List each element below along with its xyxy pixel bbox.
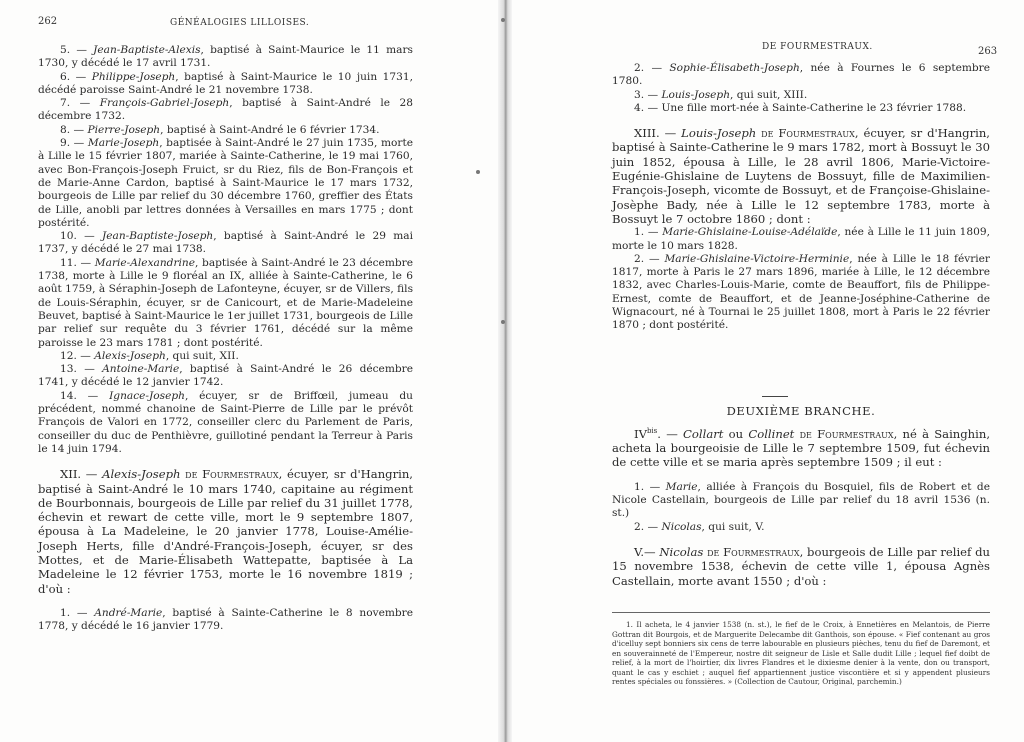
generation-xiii: XIII. — Louis-Joseph de Fourmestraux, écuyer, sr d'Hangrin, baptisé à Sainte-Catherine le 9 mars 1782, mort à Bossuyt le 30 juin 1852, épousa à Lille, le 28 avril 1806, Marie-Victoire-Eugénie-Ghislaine de Luytens de Bossuyt, fille de Maximilien-François-Joseph, vicomte de Bossuyt, et de Françoise-Ghislaine-Josèphe Bady, née à Lille le 12 septembre 1783, morte à Bossuyt le 7 octobre 1860 ; dont :: [612, 126, 990, 226]
entry-9: 9. — Marie-Joseph, baptisée à Saint-André le 27 juin 1735, morte à Lille le 15 février 1807, mariée à Sainte-Catherine, le 19 mai 1760, avec Bon-François-Joseph Fruict, sr du Riez, fils de Bon-François et de Marie-Anne Cardon, baptisé à Saint-Maurice le 17 mars 1732, bourgeois de Lille par relief du 30 décembre 1760, greffier des États de Lille, anobli par lettres données à Versailles en mars 1775 ; dont postérité.: [38, 137, 413, 229]
footnote-rule: [612, 612, 990, 613]
entry-4: 4. — Une fille mort-née à Sainte-Catherine le 23 février 1788.: [634, 101, 967, 114]
entry-andre-marie: 1. — André-Marie, baptisé à Sainte-Catherine le 8 novembre 1778, y décédé le 16 janvier 1779.: [38, 606, 414, 633]
section-rule: [762, 396, 788, 397]
entry-14: 14. — Ignace-Joseph, écuyer, sr de Briffœil, jumeau du précédent, nommé chanoine de Saint-Pierre de Lille par le prévôt François de Valori en 1772, conseiller clerc du Parlement de Paris, conseiller du duc de Penthièvre, guillotiné pendant la Terreur à Paris le 14 juin 1794.: [38, 389, 413, 455]
entry-8: 8. — Pierre-Joseph, baptisé à Saint-André le 6 février 1734.: [60, 123, 380, 136]
entry-5: 5. — Jean-Baptiste-Alexis, baptisé à Saint-Maurice le 11 mars 1730, y décédé le 17 avril 1731.: [38, 44, 413, 70]
entry-13: 13. — Antoine-Marie, baptisé à Saint-André le 26 décembre 1741, y décédé le 12 janvier 1742.: [38, 363, 413, 389]
book-gutter: [498, 0, 512, 742]
footnote-1: 1. Il acheta, le 4 janvier 1538 (n. st.), le fief de le Croix, à Ennetières en Melantois, de Pierre Gottran dit Bourgois, et de Marguerite Delecambe dit Ganthois, son épouse. « Fief contenant au gros d'icelluy sept bonniers six cens de terre labourable en plusieurs pièches, tenu du fief de Daremont, et en souverainneté de l'Empereur, nostre dit seigneur de Lisle et Salle dudit Lille ; lequel fief doibt de relief, à la mort de l'hoirtier, dix livres Flandres et le dixiesme denier à la vente, don ou transport, quant le cas y eschiet ; auquel fief appartiennent justice viscontière et si y appendent plusieurs rentes spéciales ou fonssières. » (Collection de Cautour, Original, parchemin.): [612, 620, 990, 686]
left-page-number: 262: [38, 16, 58, 27]
entry-12: 12. — Alexis-Joseph, qui suit, XII.: [60, 349, 239, 362]
right-branch-block: [612, 424, 990, 588]
left-text-block: [38, 44, 413, 633]
gutter-speck: [501, 320, 505, 324]
gutter-speck: [501, 18, 505, 22]
entry-7: 7. — François-Gabriel-Joseph, baptisé à Saint-André le 28 décembre 1732.: [38, 97, 413, 123]
entry-3: 3. — Louis-Joseph, qui suit, XIII.: [634, 88, 808, 101]
footnote-block: [612, 620, 990, 687]
iv-child-2: 2. — Nicolas, qui suit, V.: [634, 520, 765, 533]
generation-xii: XII. — Alexis-Joseph de Fourmestraux, écuyer, sr d'Hangrin, baptisé à Saint-André le 10 mars 1740, capitaine au régiment de Bourbonnais, bourgeois de Lille par relief du 31 juillet 1778, échevin et rewart de cette ville, mort le 9 septembre 1807, épousa à La Madeleine, le 20 janvier 1778, Louise-Amélie-Joseph Herts, fille d'André-François-Joseph, écuyer, sr des Mottes, et de Marie-Élisabeth Wattepatte, baptisée à La Madeleine le 12 février 1753, morte le 16 novembre 1819 ; d'où :: [38, 467, 413, 596]
right-page: [512, 0, 1024, 742]
left-page: [0, 0, 500, 742]
gutter-speck: [476, 170, 480, 174]
child-1: 1. — Marie-Ghislaine-Louise-Adélaïde, née à Lille le 11 juin 1809, morte le 10 mars 1828.: [612, 226, 991, 252]
right-running-head: DE FOURMESTRAUX.: [762, 42, 873, 52]
entry-11: 11. — Marie-Alexandrine, baptisée à Saint-André le 23 décembre 1738, morte à Lille le 9 floréal an IX, alliée à Sainte-Catherine, le 6 août 1759, à Séraphin-Joseph de Lafonteyne, écuyer, sr de Villers, fils de Louis-Séraphin, écuyer, sr de Canicourt, et de Marie-Madeleine Beuvet, baptisé à Saint-Maurice le 1er juillet 1731, bourgeois de Lille par relief sur requête du 3 février 1761, décédé sur la même paroisse le 23 mars 1781 ; dont postérité.: [38, 256, 413, 349]
left-running-head: GÉNÉALOGIES LILLOISES.: [170, 18, 310, 28]
entry-10: 10. — Jean-Baptiste-Joseph, baptisé à Saint-André le 29 mai 1737, y décédé le 27 mai 1738.: [38, 230, 413, 256]
generation-iv-bis: $IV^{bis}$. — Collart ou Collinet de Fourmestraux, né à Sainghin, acheta la bourgeoisie de Lille le 7 septembre 1509, fut échevin de cette ville et se maria après septembre 1509 ; il eut :: [612, 426, 990, 470]
right-text-block: [612, 62, 990, 333]
entry-6: 6. — Philippe-Joseph, baptisé à Saint-Maurice le 10 juin 1731, décédé paroisse Saint-André le 21 novembre 1738.: [38, 70, 414, 96]
right-page-number: 263: [978, 46, 998, 57]
entry-2: 2. — Sophie-Élisabeth-Joseph, née à Fournes le 6 septembre 1780.: [612, 62, 991, 88]
iv-child-1: 1. — Marie, alliée à François du Bosquiel, fils de Robert et de Nicole Castellain, bourgeois de Lille par relief du 18 avril 1536 (n. st.): [612, 480, 990, 520]
generation-v: V.— Nicolas de Fourmestraux, bourgeois de Lille par relief du 15 novembre 1538, échevin de cette ville 1, épousa Agnès Castellain, morte avant 1550 ; d'où :: [612, 544, 990, 588]
section-heading: DEUXIÈME BRANCHE.: [726, 404, 876, 418]
child-2: 2. — Marie-Ghislaine-Victoire-Herminie, née à Lille le 18 février 1817, morte à Paris le 27 mars 1896, mariée à Lille, le 12 décembre 1832, avec Charles-Louis-Marie, comte de Beauffort, fils de Philippe-Ernest, comte de Beauffort, et de Jeanne-Joséphine-Catherine de Wignacourt, né à Tournai le 25 juillet 1808, mort à Paris le 22 février 1870 ; dont postérité.: [612, 252, 991, 332]
